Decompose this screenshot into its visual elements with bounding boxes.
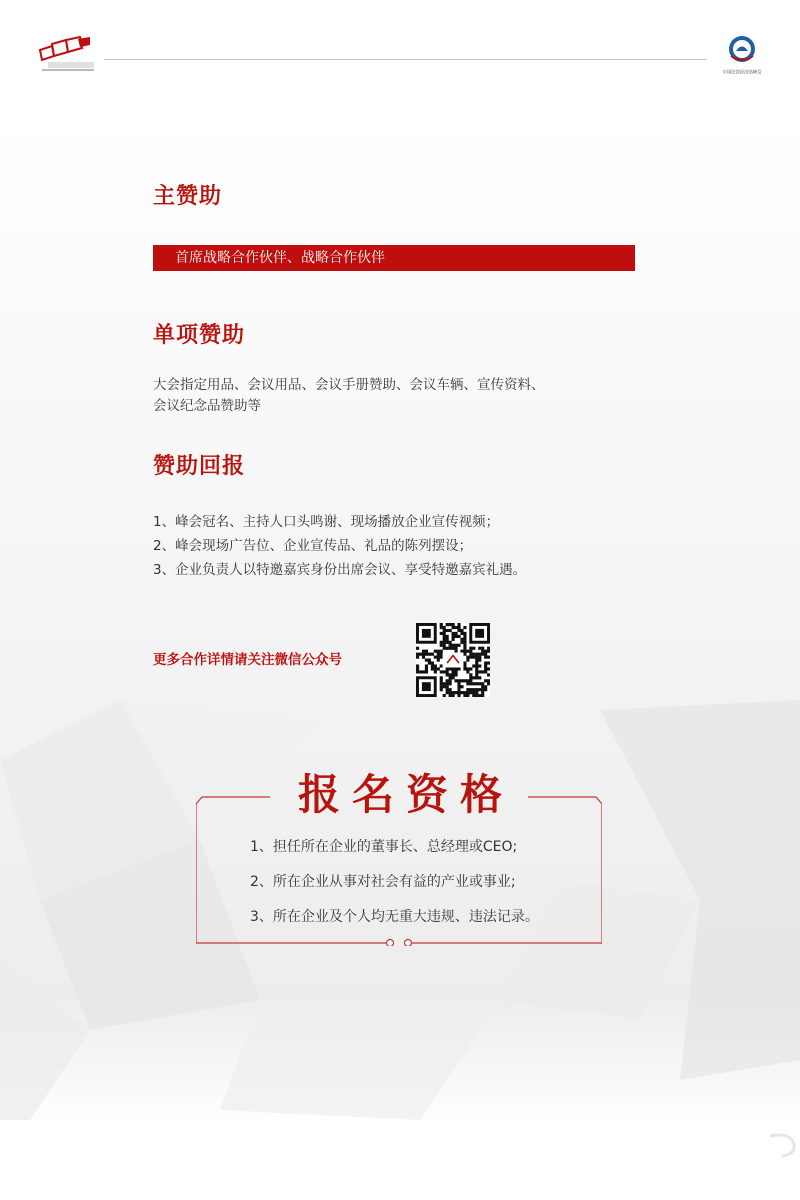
list-item: 3、企业负责人以特邀嘉宾身份出席会议、享受特邀嘉宾礼遇。: [153, 562, 527, 578]
returns-title: 赞助回报: [153, 453, 246, 479]
returns-list: [153, 510, 526, 582]
qr-code-icon[interactable]: [416, 623, 490, 697]
association-emblem-icon: [727, 34, 757, 64]
list-item: 1、担任所在企业的董事长、总经理或CEO;: [250, 839, 518, 855]
list-item: 2、峰会现场广告位、企业宣传品、礼品的陈列摆设；: [153, 538, 473, 554]
main-sponsor-bar: 首席战略合作伙伴、战略合作伙伴: [153, 245, 635, 271]
single-sponsor-title: 单项赞助: [153, 322, 246, 348]
registration-list: [250, 830, 539, 935]
single-sponsor-text: [153, 375, 545, 417]
main-sponsor-title: 主赞助: [153, 183, 223, 209]
header-divider: [104, 59, 706, 60]
organizer-logo-icon: [38, 36, 98, 72]
single-sponsor-line: 会议纪念品赞助等: [153, 398, 261, 414]
list-item: 1、峰会冠名、主持人口头鸣谢、现场播放企业宣传视频；: [153, 514, 500, 530]
list-item: 2、所在企业从事对社会有益的产业或事业;: [250, 874, 516, 890]
wechat-note: 更多合作详情请关注微信公众号: [153, 652, 342, 668]
emblem-caption: 中国民营经济高峰会: [722, 69, 762, 76]
association-emblem: [718, 34, 766, 80]
corner-watermark-icon: [760, 1130, 800, 1160]
single-sponsor-line: 大会指定用品、会议用品、会议手册赞助、会议车辆、宣传资料、: [153, 377, 545, 393]
list-item: 3、所在企业及个人均无重大违规、违法记录。: [250, 909, 539, 925]
registration-title: 报名资格: [297, 770, 514, 819]
